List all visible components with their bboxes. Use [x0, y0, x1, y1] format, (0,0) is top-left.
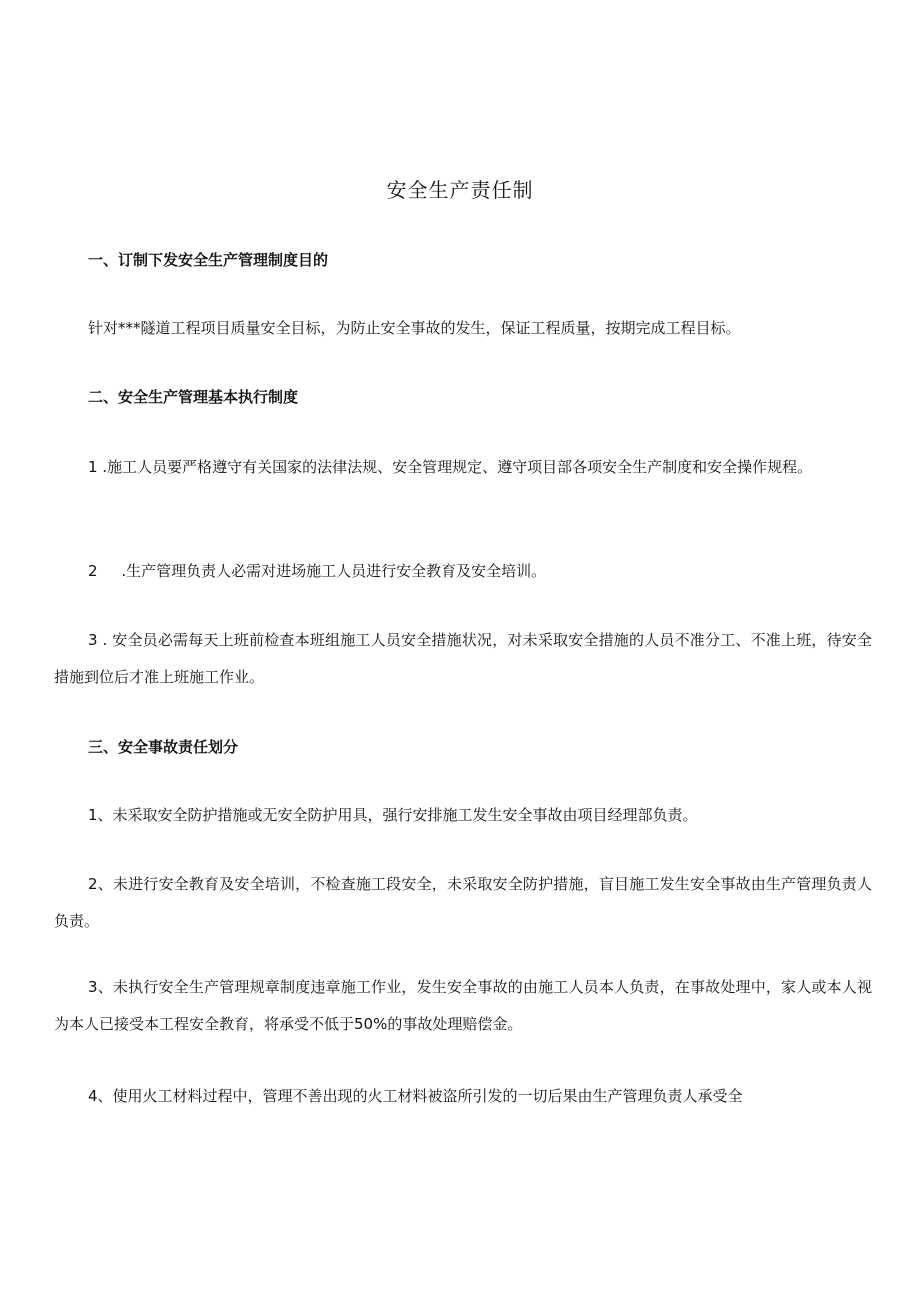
section-heading-2: 二、安全生产管理基本执行制度 — [88, 388, 299, 406]
section-2-paragraph-1: 1 .施工人员要严格遵守有关国家的法律法规、安全管理规定、遵守项目部各项安全生产制度和安全操作规程。 — [88, 458, 813, 476]
section-3-paragraph-1: 1、未采取安全防护措施或无安全防护用具，强行安排施工发生安全事故由项目经理部负责。 — [88, 806, 698, 824]
document-title: 安全生产责任制 — [386, 178, 534, 202]
section-3-paragraph-4: 4、使用火工材料过程中，管理不善出现的火工材料被盗所引发的一切后果由生产管理负责人承受全 — [88, 1087, 743, 1105]
section-2-paragraph-3: 3 . 安全员必需每天上班前检查本班组施工人员安全措施状况，对未采取安全措施的人员不准分工、不准上班，待安全措施到位后才准上班施工作业。 — [54, 631, 872, 686]
section-heading-3: 三、安全事故责任划分 — [88, 738, 239, 756]
section-3-paragraph-2: 2、未进行安全教育及安全培训，不检查施工段安全，未采取安全防护措施，盲目施工发生安全事故由生产管理负责人负责。 — [54, 875, 872, 930]
section-1-paragraph-1: 针对***隧道工程项目质量安全目标，为防止安全事故的发生，保证工程质量，按期完成工程目标。 — [88, 319, 741, 337]
section-2-paragraph-2: 2 .生产管理负责人必需对进场施工人员进行安全教育及安全培训。 — [88, 562, 547, 580]
section-3-paragraph-3: 3、未执行安全生产管理规章制度违章施工作业，发生安全事故的由施工人员本人负责，在事故处理中，家人或本人视为本人已接受本工程安全教育，将承受不低于50%的事故处理赔偿金。 — [54, 978, 872, 1033]
section-heading-1: 一、订制下发安全生产管理制度目的 — [88, 251, 329, 269]
